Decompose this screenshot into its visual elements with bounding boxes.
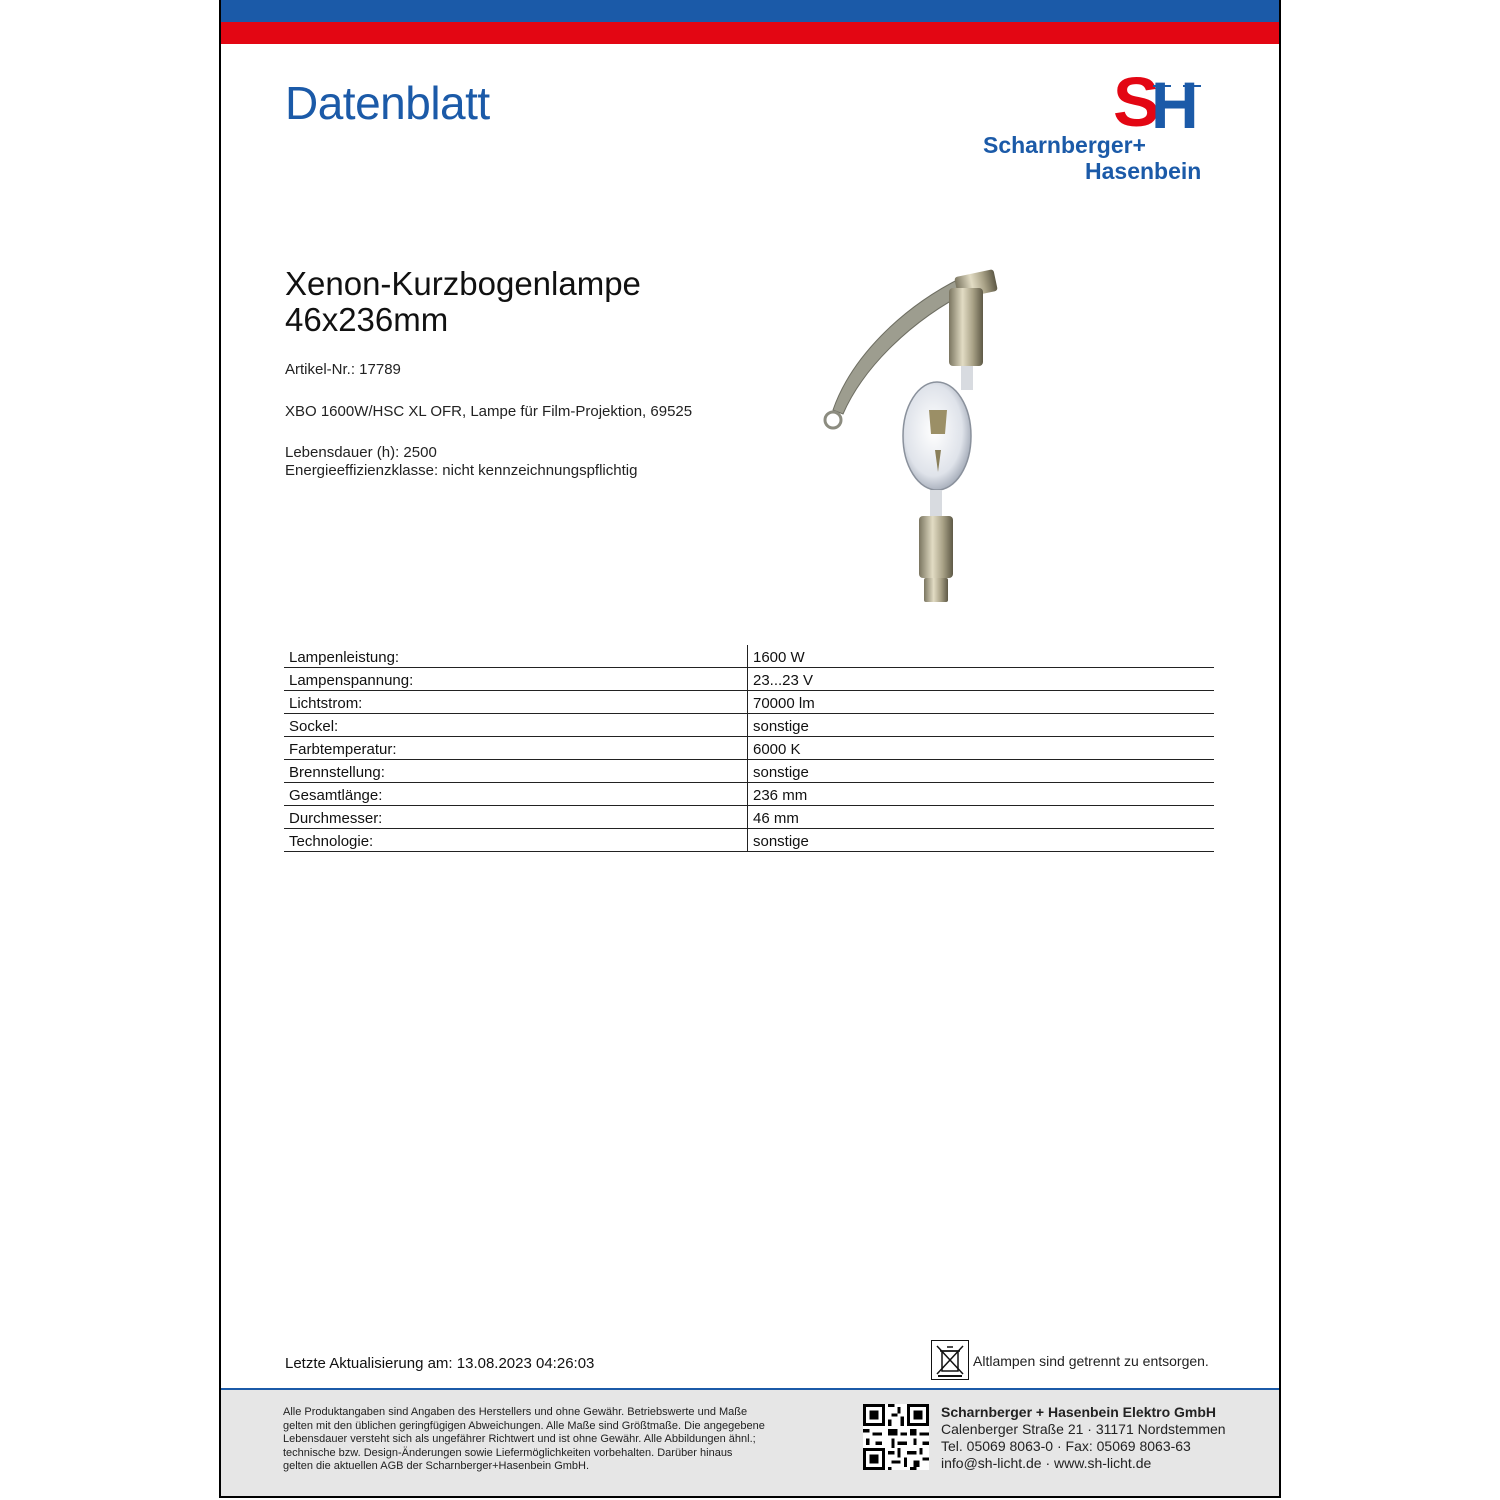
disclaimer-line: Lebensdauer versteht sich als ungefährer Richtwert und ist ohne Gewähr. Alle Abbildungen ähnl.; <box>283 1433 756 1445</box>
disclaimer-line: gelten mit den üblichen geringfügigen Abweichungen. Alle Maße sind Größtmaße. Die angegebene <box>283 1419 765 1432</box>
spec-value: sonstige <box>748 714 1215 737</box>
spec-value: 236 mm <box>748 783 1215 806</box>
lifetime: Lebensdauer (h): 2500 <box>285 444 437 461</box>
product-title-line1: Xenon-Kurzbogenlampe <box>285 265 641 302</box>
spec-value: 6000 K <box>748 737 1215 760</box>
spec-label: Durchmesser: <box>284 806 748 829</box>
table-row <box>284 760 1214 783</box>
header-band-red <box>221 22 1279 44</box>
spec-label: Brennstellung: <box>284 760 748 783</box>
company-logo <box>983 66 1219 186</box>
disclaimer-line: gelten die aktuellen AGB der Scharnberger+Hasenbein GmbH. <box>283 1460 590 1472</box>
disclaimer-line: technische bzw. Design-Änderungen sowie Liefermöglichkeiten vorbehalten. Darüber hinaus <box>283 1446 733 1459</box>
disposal-note: Altlampen sind getrennt zu entsorgen. <box>973 1353 1209 1369</box>
article-number: Artikel-Nr.: 17789 <box>285 361 401 378</box>
table-row <box>284 691 1214 714</box>
spec-value: 70000 lm <box>748 691 1215 714</box>
spec-label: Lampenspannung: <box>284 668 748 691</box>
legal-disclaimer <box>283 1406 843 1474</box>
page-footer <box>221 1388 1279 1498</box>
spec-value: sonstige <box>748 760 1215 783</box>
table-row <box>284 714 1214 737</box>
energy-class: Energieeffizienzklasse: nicht kennzeichnungspflichtig <box>285 462 638 479</box>
logo-letter-s: S <box>1113 66 1160 132</box>
crossed-bin-icon <box>931 1340 969 1380</box>
company-web: info@sh-licht.de · www.sh-licht.de <box>941 1455 1152 1471</box>
table-row <box>284 806 1214 829</box>
table-row <box>284 645 1214 668</box>
last-update: Letzte Aktualisierung am: 13.08.2023 04:26:03 <box>285 1355 595 1372</box>
table-row <box>284 829 1214 852</box>
company-name: Scharnberger + Hasenbein Elektro GmbH <box>941 1404 1217 1420</box>
table-row <box>284 737 1214 760</box>
logo-text-line1: Scharnberger+ <box>983 132 1146 158</box>
datasheet-page <box>219 0 1281 1498</box>
product-title-line2: 46x236mm <box>285 301 449 338</box>
spec-value: sonstige <box>748 829 1215 852</box>
company-address: Calenberger Straße 21 · 31171 Nordstemmen <box>941 1421 1226 1437</box>
spec-label: Technologie: <box>284 829 748 852</box>
spec-label: Gesamtlänge: <box>284 783 748 806</box>
logo-text-line2: Hasenbein <box>1085 158 1202 184</box>
company-contact <box>941 1404 1226 1472</box>
document-title: Datenblatt <box>285 77 490 129</box>
specs-table-body <box>284 645 1214 852</box>
spec-label: Farbtemperatur: <box>284 737 748 760</box>
table-row <box>284 668 1214 691</box>
spec-value: 23...23 V <box>748 668 1215 691</box>
product-title <box>285 266 641 338</box>
disclaimer-line: Alle Produktangaben sind Angaben des Herstellers und ohne Gewähr. Betriebswerte und Maße <box>283 1406 748 1418</box>
specs-table <box>284 645 1214 852</box>
spec-label: Lampenleistung: <box>284 645 748 668</box>
spec-label: Lichtstrom: <box>284 691 748 714</box>
product-description: XBO 1600W/HSC XL OFR, Lampe für Film-Projektion, 69525 <box>285 403 693 420</box>
logo-letter-h: H <box>1151 68 1199 132</box>
company-phone: Tel. 05069 8063-0 · Fax: 05069 8063-63 <box>941 1438 1191 1454</box>
lamp-product-image <box>811 268 1031 608</box>
table-row <box>284 783 1214 806</box>
spec-label: Sockel: <box>284 714 748 737</box>
qr-code-icon <box>863 1404 929 1470</box>
spec-value: 1600 W <box>748 645 1215 668</box>
header-band-blue <box>221 0 1279 22</box>
sh-monogram-icon <box>983 66 1219 132</box>
spec-value: 46 mm <box>748 806 1215 829</box>
